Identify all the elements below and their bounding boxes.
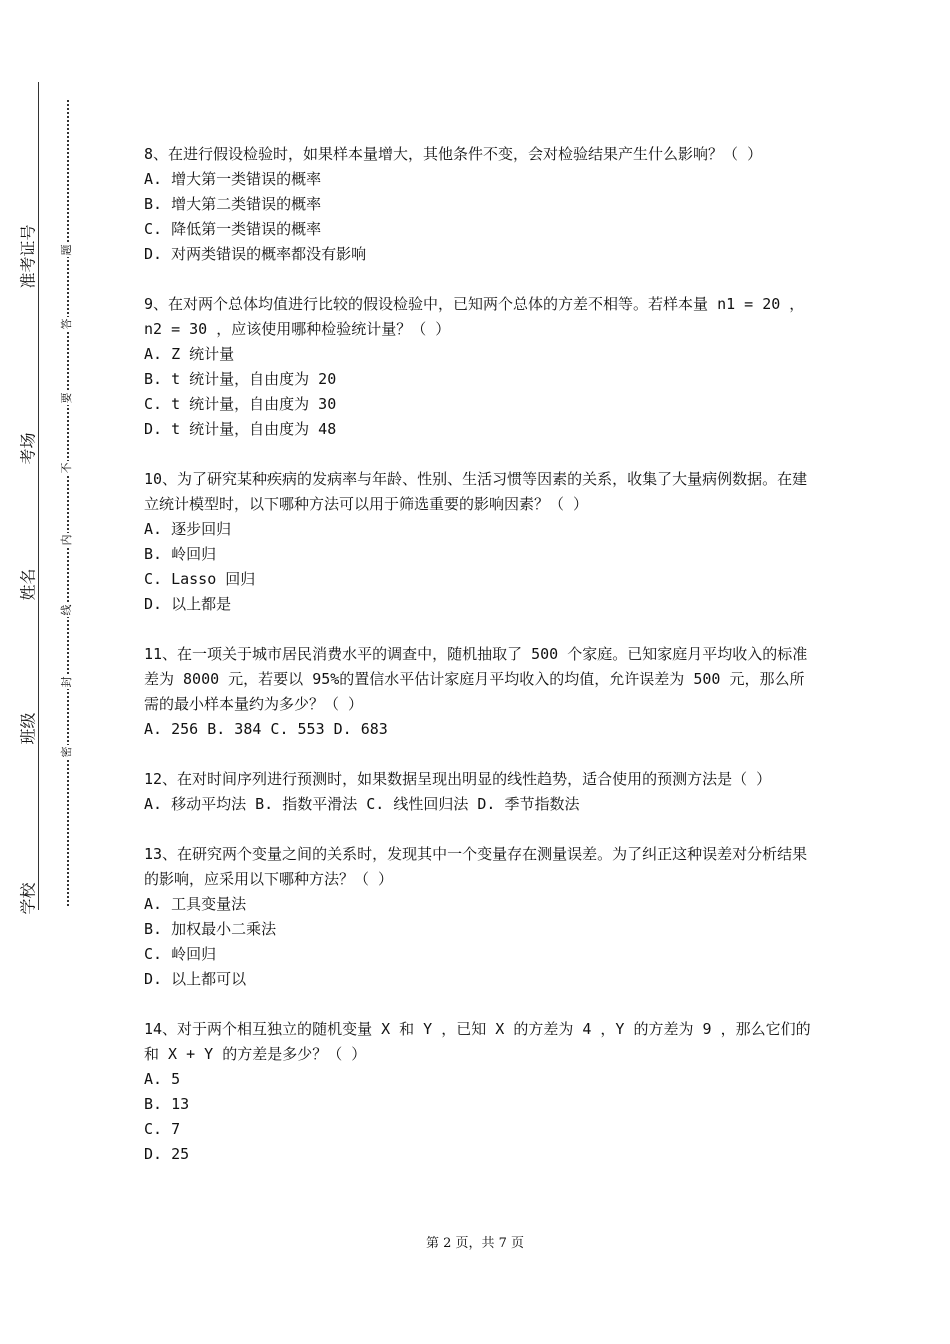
option-b: B. t 统计量，自由度为 20 <box>144 370 337 388</box>
field-name: 姓名 <box>18 568 38 601</box>
option-a: A. 工具变量法 <box>144 895 247 913</box>
option-line: A. 移动平均法 B. 指数平滑法 C. 线性回归法 D. 季节指数法 <box>144 795 580 813</box>
question-14 <box>144 1017 812 1167</box>
question-stem: 12、在对时间序列进行预测时，如果数据呈现出明显的线性趋势，适合使用的预测方法是（ ） <box>144 770 772 788</box>
seal-char: 答 <box>60 318 73 330</box>
question-stem: 14、对于两个相互独立的随机变量 X 和 Y ，已知 X 的方差为 4 ，Y 的方差为 9 ，那么它们的和 X + Y 的方差是多少？（ ） <box>144 1020 811 1063</box>
option-c: C. 岭回归 <box>144 945 217 963</box>
option-d: D. 以上都可以 <box>144 970 247 988</box>
question-10 <box>144 467 812 617</box>
question-9 <box>144 292 812 442</box>
field-exam-number: 准考证号 <box>18 224 38 289</box>
option-b: B. 岭回归 <box>144 545 217 563</box>
option-b: B. 增大第二类错误的概率 <box>144 195 322 213</box>
seal-char: 封 <box>60 676 73 688</box>
option-line: A. 256 B. 384 C. 553 D. 683 <box>144 720 388 738</box>
question-stem: 13、在研究两个变量之间的关系时，发现其中一个变量存在测量误差。为了纠正这种误差对分析结果的影响，应采用以下哪种方法？（ ） <box>144 845 808 888</box>
option-a: A. 增大第一类错误的概率 <box>144 170 322 188</box>
question-11 <box>144 642 812 742</box>
question-8 <box>144 142 812 267</box>
field-exam-room: 考场 <box>18 432 38 465</box>
question-stem: 11、在一项关于城市居民消费水平的调查中，随机抽取了 500 个家庭。已知家庭月平均收入的标准差为 8000 元，若要以 95%的置信水平估计家庭月平均收入的均值，允许误差为 500 元，那么所需的最小样本量约为多少？（ ） <box>144 645 808 713</box>
seal-char: 不 <box>60 462 73 474</box>
option-a: A. 逐步回归 <box>144 520 232 538</box>
question-stem: 9、在对两个总体均值进行比较的假设检验中，已知两个总体的方差不相等。若样本量 n1 = 20 ，n2 = 30 ，应该使用哪种检验统计量？（ ） <box>144 295 805 338</box>
seal-char: 要 <box>60 392 73 404</box>
seal-char: 题 <box>60 244 73 256</box>
option-a: A. 5 <box>144 1070 181 1088</box>
question-12 <box>144 767 812 817</box>
binding-line <box>38 82 39 910</box>
option-c: C. 7 <box>144 1120 181 1138</box>
option-b: B. 13 <box>144 1095 190 1113</box>
option-d: D. 25 <box>144 1145 190 1163</box>
seal-char: 内 <box>60 534 73 546</box>
page-number: 第 2 页，共 7 页 <box>425 1236 525 1251</box>
seal-char: 线 <box>60 604 73 616</box>
option-c: C. Lasso 回归 <box>144 570 256 588</box>
seal-dotted-line <box>67 100 69 906</box>
option-d: D. t 统计量，自由度为 48 <box>144 420 337 438</box>
option-c: C. 降低第一类错误的概率 <box>144 220 322 238</box>
option-c: C. t 统计量，自由度为 30 <box>144 395 337 413</box>
question-stem: 8、在进行假设检验时，如果样本量增大，其他条件不变，会对检验结果产生什么影响？（ ） <box>144 145 763 163</box>
option-b: B. 加权最小二乘法 <box>144 920 277 938</box>
field-class: 班级 <box>18 712 38 745</box>
question-stem: 10、为了研究某种疾病的发病率与年龄、性别、生活习惯等因素的关系，收集了大量病例数据。在建立统计模型时，以下哪种方法可以用于筛选重要的影响因素？（ ） <box>144 470 808 513</box>
question-13 <box>144 842 812 992</box>
option-a: A. Z 统计量 <box>144 345 235 363</box>
field-school: 学校 <box>18 882 38 915</box>
question-list <box>144 142 812 1192</box>
seal-char: 密 <box>60 746 73 758</box>
option-d: D. 对两类错误的概率都没有影响 <box>144 245 367 263</box>
option-d: D. 以上都是 <box>144 595 232 613</box>
